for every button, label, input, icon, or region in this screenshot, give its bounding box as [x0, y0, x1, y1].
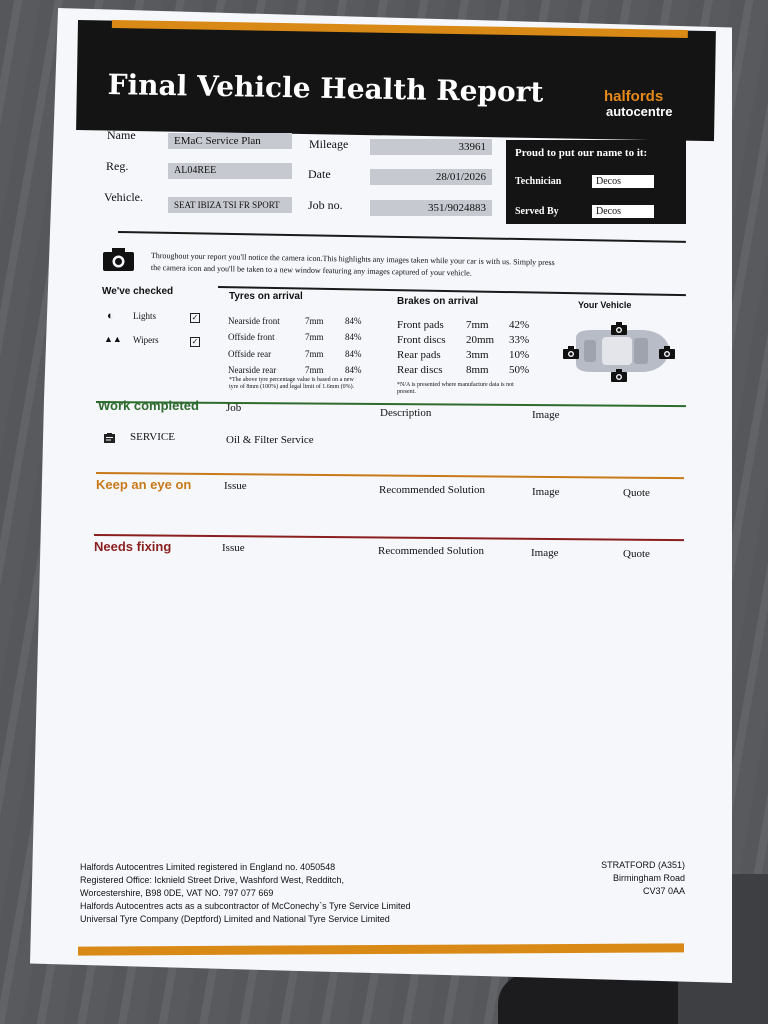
brake-depth: 3mm — [466, 349, 489, 361]
work-item-description: Oil & Filter Service — [226, 434, 314, 446]
technician-value: Decos — [592, 175, 654, 188]
check-icon: ✓ — [191, 313, 199, 322]
work-col-job: Job — [226, 402, 242, 414]
wiper-icon: ▲▲ — [104, 334, 122, 344]
brake-percentage: 10% — [509, 349, 530, 361]
footer-company-info — [80, 861, 410, 926]
brake-percentage: 42% — [509, 319, 530, 331]
page-title: Final Vehicle Health Report — [107, 68, 544, 109]
brake-percentage: 33% — [509, 334, 530, 346]
tyre-position: Offside rear — [228, 348, 272, 359]
work-col-image: Image — [532, 409, 560, 421]
keep-col-solution: Recommended Solution — [379, 484, 486, 496]
vehicle-field: SEAT IBIZA TSI FR SPORT — [168, 197, 292, 213]
needs-col-quote: Quote — [623, 548, 650, 560]
keep-col-image: Image — [532, 486, 560, 498]
brake-percentage: 50% — [509, 364, 530, 376]
date-field: 28/01/2026 — [370, 169, 492, 185]
brake-depth: 8mm — [466, 364, 489, 376]
needs-col-solution: Recommended Solution — [378, 545, 485, 557]
tyre-depth: 7mm — [305, 348, 324, 359]
camera-icon[interactable] — [611, 322, 627, 340]
footer-line: Birmingham Road — [612, 873, 685, 883]
tyre-percentage: 84% — [345, 316, 362, 326]
served-by-label: Served By — [515, 206, 559, 217]
work-col-description: Description — [380, 407, 432, 419]
checked-item-wipers: Wipers — [133, 335, 159, 345]
brand-logo-autocentre: autocentre — [606, 104, 673, 119]
needs-col-image: Image — [531, 547, 559, 559]
brand-logo-halfords: halfords — [604, 88, 664, 105]
tyre-percentage: 84% — [345, 365, 362, 376]
brake-note-line2: present. — [397, 389, 416, 395]
footer-line: Halfords Autocentres acts as a subcontractor of McConechy`s Tyre Service Limited — [80, 901, 411, 911]
camera-icon[interactable] — [611, 369, 627, 387]
needs-fixing-heading: Needs fixing — [94, 539, 172, 554]
name-label: Name — [107, 128, 136, 142]
technician-label: Technician — [515, 176, 562, 187]
keep-col-quote: Quote — [623, 487, 650, 499]
date-label: Date — [308, 167, 331, 181]
brake-note-line1: *N/A is presented where manufacture data is not — [397, 382, 514, 388]
dark-object — [498, 974, 678, 1024]
footer-branch-address — [560, 859, 685, 898]
tyre-depth: 7mm — [305, 332, 324, 343]
work-completed-heading: Work completed — [98, 398, 199, 413]
footer-line: Registered Office: Icknield Street Drive, Washford West, Redditch, — [80, 875, 344, 885]
brake-part: Front discs — [397, 334, 446, 346]
reg-field: AL04REE — [168, 163, 292, 179]
clipboard-icon — [104, 430, 115, 440]
vehicle-label: Vehicle. — [104, 190, 143, 204]
proud-box — [506, 140, 686, 224]
checked-heading: We've checked — [102, 286, 174, 297]
tyre-position: Nearside front — [228, 316, 280, 326]
checked-item-lights: Lights — [133, 311, 157, 321]
headlight-icon: ◐ — [107, 310, 114, 322]
your-vehicle-heading: Your Vehicle — [578, 300, 632, 310]
brake-part: Front pads — [397, 319, 444, 331]
camera-icon[interactable] — [659, 346, 675, 364]
name-field: EMaC Service Plan — [168, 133, 292, 149]
mileage-label: Mileage — [309, 137, 349, 151]
tyre-percentage: 84% — [345, 332, 362, 343]
tyre-note-line1: *The above tyre percentage value is based on a new — [229, 377, 354, 383]
brake-depth: 20mm — [466, 334, 495, 346]
needs-col-issue: Issue — [222, 542, 245, 554]
camera-icon[interactable] — [103, 247, 134, 271]
tyre-note-line2: tyre of 8mm (100%) and legal limit of 1.6mm (0%). — [229, 384, 355, 390]
tyre-position: Offside front — [228, 332, 275, 343]
tyre-position: Nearside rear — [228, 365, 277, 376]
footer-line: STRATFORD (A351) — [601, 860, 685, 870]
camera-icon[interactable] — [563, 346, 579, 364]
tyre-depth: 7mm — [305, 365, 324, 376]
keep-an-eye-on-heading: Keep an eye on — [96, 477, 192, 492]
work-item-job: SERVICE — [130, 431, 175, 443]
footer-line: CV37 0AA — [642, 886, 685, 896]
job-label: Job no. — [308, 198, 343, 212]
served-by-value: Decos — [592, 205, 654, 218]
footer-line: Worcestershire, B98 0DE, VAT NO. 797 077 669 — [80, 888, 274, 898]
proud-title: Proud to put our name to it: — [515, 147, 648, 159]
footer-line: Halfords Autocentres Limited registered in England no. 4050548 — [80, 862, 336, 872]
reg-label: Reg. — [106, 159, 129, 173]
footer-line: Universal Tyre Company (Deptford) Limited and National Tyre Service Limited — [80, 914, 390, 924]
tyres-heading: Tyres on arrival — [229, 291, 303, 302]
brake-depth: 7mm — [466, 319, 489, 331]
brake-part: Rear discs — [397, 364, 443, 376]
brakes-heading: Brakes on arrival — [397, 296, 479, 307]
job-field: 351/9024883 — [370, 200, 492, 216]
check-icon: ✓ — [191, 337, 199, 346]
mileage-field: 33961 — [370, 139, 492, 155]
tyre-percentage: 84% — [345, 348, 362, 359]
camera-note-line2: the camera icon and you'll be taken to a new window featuring any images captured of your vehicle. — [150, 263, 472, 278]
keep-col-issue: Issue — [224, 480, 247, 492]
brake-part: Rear pads — [397, 349, 441, 361]
tyre-depth: 7mm — [305, 316, 324, 326]
camera-note-line1: Throughout your report you'll notice the camera icon.This highlights any images taken while your car is with us. Simply press — [150, 251, 555, 268]
